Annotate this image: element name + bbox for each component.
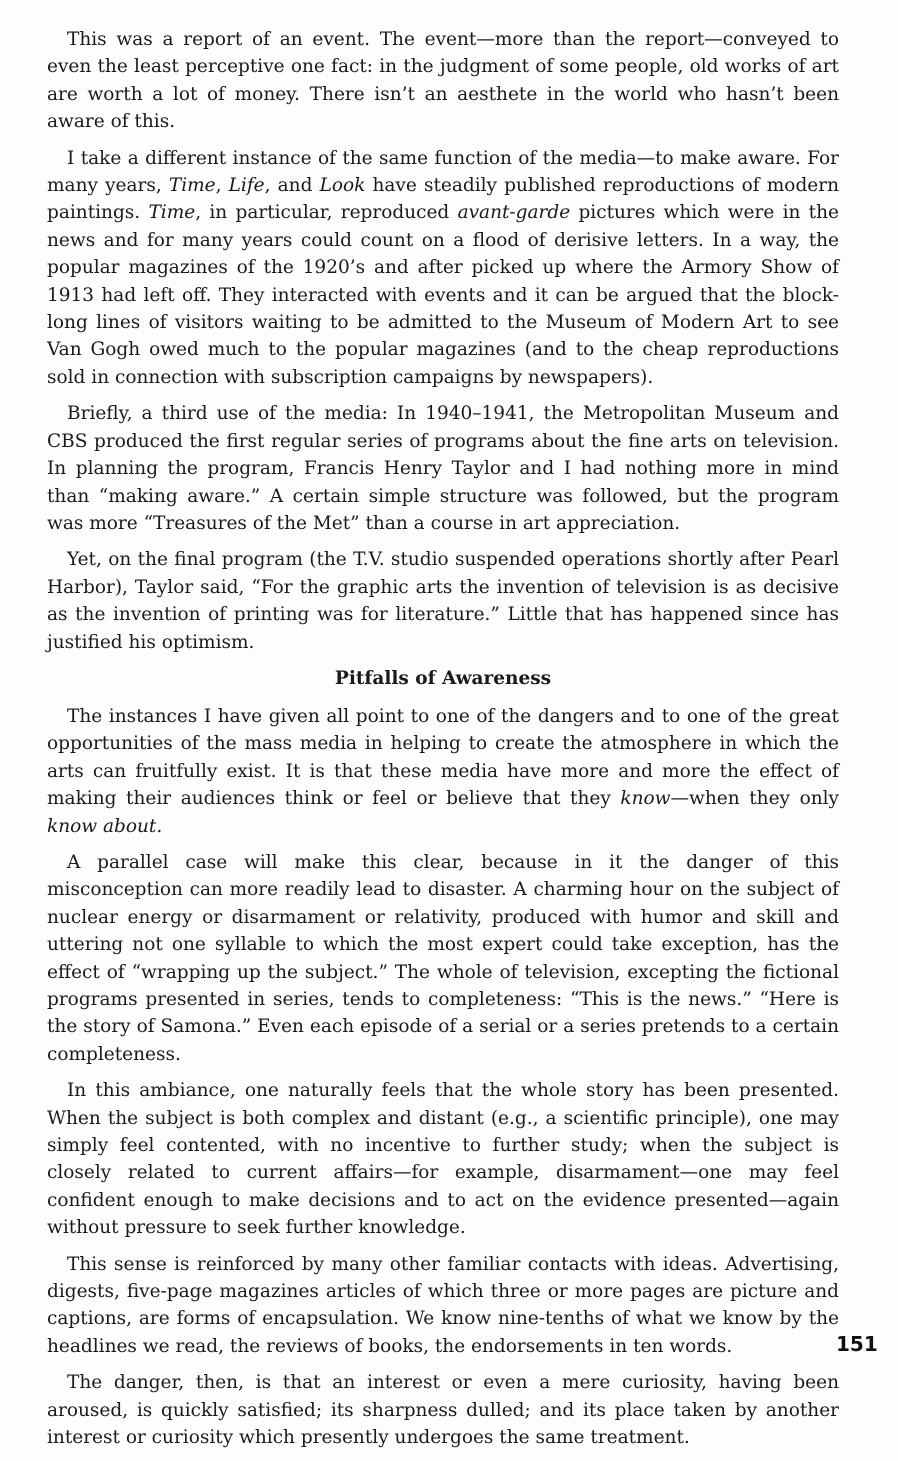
italic-text: avant-garde bbox=[457, 202, 571, 224]
paragraph bbox=[47, 26, 839, 136]
page-number: 151 bbox=[836, 1332, 878, 1356]
text-run: , bbox=[215, 175, 229, 197]
text-run: , in particular, reproduced bbox=[195, 202, 458, 224]
paragraph bbox=[47, 546, 839, 656]
text-run: Yet, on the final program (the T.V. studio suspended operations shortly after Pearl Harbor), Taylor said, “For the graphic arts the invention of television is as decisive as the invention of printing was for literature.” Little that has happened since has justified his optimism. bbox=[47, 549, 839, 653]
italic-text: Life bbox=[228, 175, 265, 197]
section-heading: Pitfalls of Awareness bbox=[334, 667, 552, 689]
italic-text: Time bbox=[168, 175, 216, 197]
italic-text: Time bbox=[148, 202, 196, 224]
italic-text: know bbox=[620, 788, 671, 810]
paragraph bbox=[47, 400, 839, 537]
paragraphs-after-heading bbox=[47, 703, 839, 1452]
text-run: In this ambiance, one naturally feels that the whole story has been presented. When the subject is both complex and distant (e.g., a scientific principle), one may simply feel contented, with no incentive to further study; when the subject is closely related to current affairs—for example, disarmament—one may feel confident enough to make decisions and to act on the evidence presented—again without pressure to seek further knowledge. bbox=[47, 1080, 839, 1239]
text-run: I take a different instance of the same function of the media—to make aware. For many years, bbox=[47, 147, 839, 197]
text-run: The instances I have given all point to one of the dangers and to one of the great opportunities of the mass media in helping to create the atmosphere in which the arts can fruitfully exist. It is that these media have more and more the effect of making their audiences think or feel or believe that they bbox=[47, 705, 839, 810]
text-run: have steadily published reproductions of modern paintings. bbox=[47, 175, 839, 224]
text-run: Briefly, a third use of the media: In 1940–1941, the Metropolitan Museum and CBS produced the first regular series of programs about the fine arts on television. In planning the program, Francis Henry Taylor and I had nothing more in mind than “making aware.” A certain simple structure was followed, but the program was more “Treasures of the Met” than a course in art appreciation. bbox=[47, 403, 839, 534]
text-run: pictures which were in the news and for many years could count on a flood of derisive letters. In a way, the popular magazines of the 1920’s and after picked up where the Armory Show of 1913 had left off. They interacted with events and it can be argued that the block-long lines of visitors waiting to be admitted to the Museum of Modern Art to see Van Gogh owed much to the popular magazines (and to the cheap reproductions sold in connection with subscription campaigns by newspapers). bbox=[47, 202, 839, 388]
paragraph bbox=[47, 1251, 839, 1361]
paragraph bbox=[47, 849, 839, 1068]
text-run: This was a report of an event. The event—more than the report—conveyed to even the least perceptive one fact: in the judgment of some people, old works of art are worth a lot of money. There isn’t an aesthete in the world who hasn’t been aware of this. bbox=[47, 29, 839, 133]
page-body bbox=[47, 26, 839, 1461]
paragraph bbox=[47, 1077, 839, 1241]
italic-text: Look bbox=[319, 175, 366, 197]
paragraphs-before-heading bbox=[47, 26, 839, 656]
paragraph bbox=[47, 703, 839, 840]
text-run: , and bbox=[264, 175, 320, 197]
paragraph bbox=[47, 1369, 839, 1451]
paragraph bbox=[47, 145, 839, 392]
text-run: A parallel case will make this clear, because in it the danger of this misconception can more readily lead to disaster. A charming hour on the subject of nuclear energy or disarmament or relativity, produced with humor and skill and uttering not one syllable to which the most expert could take exception, has the effect of “wrapping up the subject.” The whole of television, excepting the fictional programs presented in series, tends to completeness: “This is the news.” “Here is the story of Samona.” Even each episode of a serial or a series pretends to a certain completeness. bbox=[47, 851, 839, 1065]
text-run: The danger, then, is that an interest or even a mere curiosity, having been aroused, is quickly satisfied; its sharpness dulled; and its place taken by another interest or curiosity which presently undergoes the same treatment. bbox=[47, 1372, 839, 1449]
italic-text: know about. bbox=[47, 815, 163, 837]
text-run: This sense is reinforced by many other familiar contacts with ideas. Advertising, digests, five-page magazines articles of which three or more pages are picture and captions, are forms of encapsulation. We know nine-tenths of what we know by the headlines we read, the reviews of books, the endorsements in ten words. bbox=[47, 1253, 839, 1357]
text-run: —when they only bbox=[670, 788, 839, 810]
